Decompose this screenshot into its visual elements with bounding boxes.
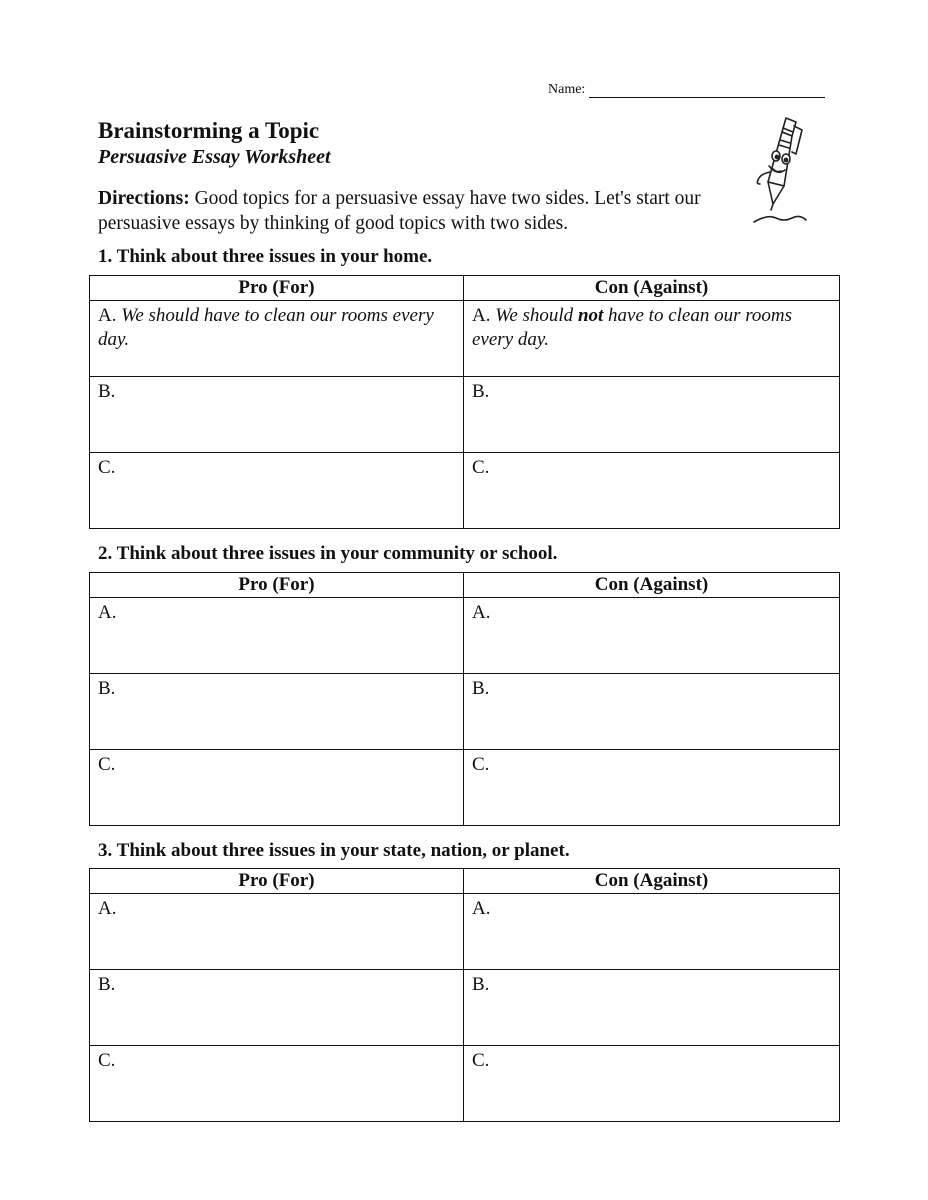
- con-column-header: Con (Against): [464, 276, 840, 301]
- pro-column-header: Pro (For): [90, 573, 464, 598]
- pro-cell-b[interactable]: [90, 970, 464, 1046]
- con-cell-a[interactable]: [464, 894, 840, 970]
- directions: [98, 186, 718, 236]
- table-row: [90, 377, 840, 453]
- smiling-pen-icon: [746, 114, 820, 236]
- row-letter: A.: [98, 602, 117, 623]
- section-3-table: [89, 868, 840, 1122]
- row-letter: A.: [472, 898, 491, 919]
- worksheet-title: Brainstorming a Topic: [98, 118, 320, 143]
- con-cell-c[interactable]: [464, 1046, 840, 1122]
- name-blank-line[interactable]: [589, 83, 825, 98]
- directions-text: Good topics for a persuasive essay have two sides. Let's start our persuasive essays by thinking of good topics with two sides.: [98, 188, 701, 234]
- pro-cell-c[interactable]: [90, 1046, 464, 1122]
- row-letter: C.: [98, 754, 116, 775]
- directions-label: Directions:: [98, 188, 190, 209]
- row-letter: B.: [472, 381, 490, 402]
- con-cell-a[interactable]: [464, 598, 840, 674]
- con-column-header: Con (Against): [464, 573, 840, 598]
- table-row: [90, 894, 840, 970]
- pro-cell-b[interactable]: [90, 377, 464, 453]
- con-column-header: Con (Against): [464, 869, 840, 894]
- name-field: [548, 82, 825, 98]
- row-letter: C.: [98, 1050, 116, 1071]
- row-letter: A.: [98, 898, 117, 919]
- row-letter: B.: [98, 974, 116, 995]
- pro-cell-c[interactable]: [90, 750, 464, 826]
- row-letter: B.: [472, 974, 490, 995]
- section-3-heading: 3. Think about three issues in your state, nation, or planet.: [98, 840, 570, 861]
- con-cell-b[interactable]: [464, 674, 840, 750]
- row-letter: B.: [98, 678, 116, 699]
- table-header-row: [90, 276, 840, 301]
- row-letter: C.: [472, 1050, 490, 1071]
- table-row: [90, 674, 840, 750]
- section-2-heading: 2. Think about three issues in your community or school.: [98, 543, 558, 564]
- table-row: [90, 750, 840, 826]
- pro-cell-a[interactable]: [90, 598, 464, 674]
- pro-column-header: Pro (For): [90, 276, 464, 301]
- row-letter: A.: [98, 305, 117, 326]
- row-letter: A.: [472, 305, 491, 326]
- table-header-row: [90, 869, 840, 894]
- table-row: [90, 598, 840, 674]
- name-label: Name:: [548, 82, 586, 97]
- table-header-row: [90, 573, 840, 598]
- row-letter: C.: [472, 457, 490, 478]
- con-cell-c[interactable]: [464, 453, 840, 529]
- pro-cell-a[interactable]: [90, 301, 464, 377]
- con-cell-b[interactable]: [464, 377, 840, 453]
- row-letter: A.: [472, 602, 491, 623]
- table-row: [90, 970, 840, 1046]
- table-row: [90, 301, 840, 377]
- pro-example-text: We should have to clean our rooms every day.: [98, 305, 434, 350]
- row-letter: B.: [472, 678, 490, 699]
- pro-cell-a[interactable]: [90, 894, 464, 970]
- row-letter: C.: [98, 457, 116, 478]
- section-1-heading: 1. Think about three issues in your home.: [98, 246, 433, 267]
- con-cell-c[interactable]: [464, 750, 840, 826]
- pro-cell-b[interactable]: [90, 674, 464, 750]
- section-2-table: [89, 572, 840, 826]
- worksheet-subtitle: Persuasive Essay Worksheet: [98, 146, 331, 168]
- con-cell-b[interactable]: [464, 970, 840, 1046]
- section-1-table: [89, 275, 840, 529]
- con-emphasis: not: [577, 305, 604, 326]
- row-letter: B.: [98, 381, 116, 402]
- row-letter: C.: [472, 754, 490, 775]
- pro-column-header: Pro (For): [90, 869, 464, 894]
- pro-cell-c[interactable]: [90, 453, 464, 529]
- table-row: [90, 453, 840, 529]
- con-cell-a[interactable]: [464, 301, 840, 377]
- con-example-text: We should not have to clean our rooms every day.: [472, 305, 793, 350]
- table-row: [90, 1046, 840, 1122]
